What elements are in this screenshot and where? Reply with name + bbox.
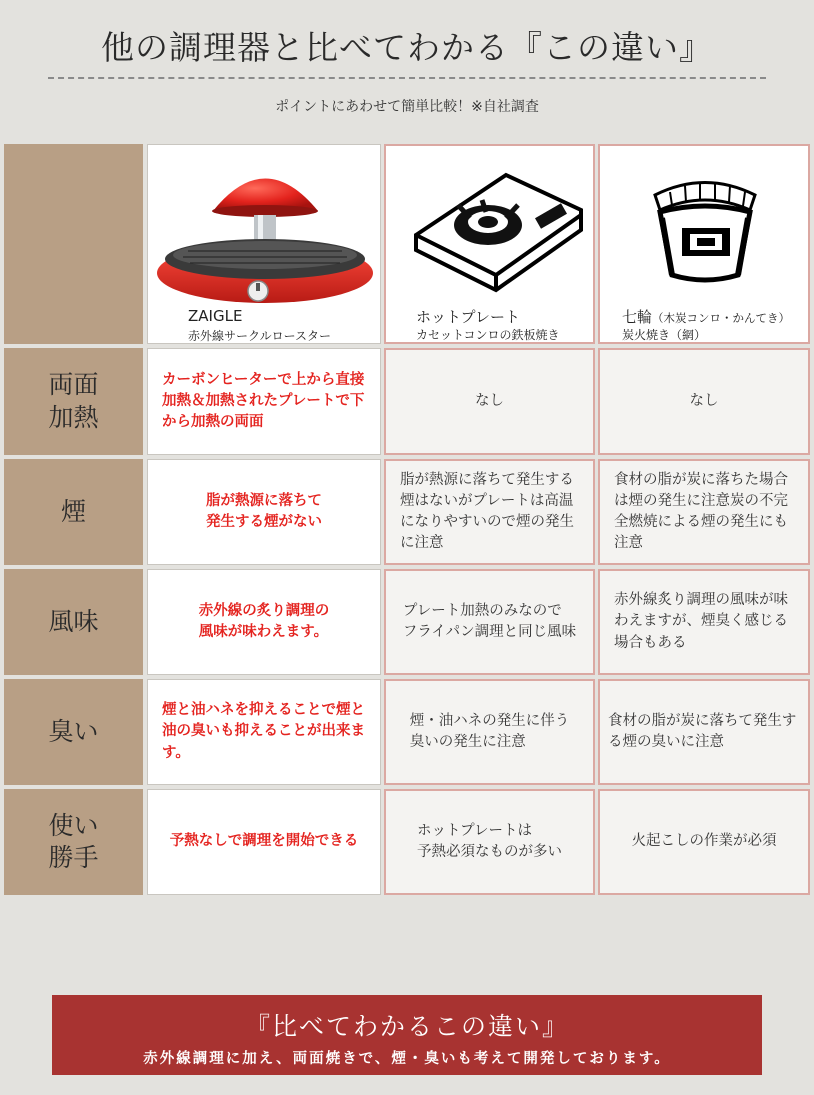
banner-title: 『比べてわかるこの違い』 (244, 1012, 569, 1041)
zaigle-text: 予熱なしで調理を開始できる (169, 833, 359, 850)
product-name-note: （木炭コンロ・かんてき） (652, 311, 791, 325)
charcoal-grill-icon (600, 150, 812, 300)
zaigle-cell (147, 789, 381, 895)
infrared-roaster-photo (148, 151, 382, 316)
product-description: 赤外線サークルロースター (188, 329, 332, 343)
zaigle-cell (147, 459, 381, 565)
hotplate-cell (384, 569, 595, 675)
hotplate-text: 脂が熱源に落ちて発生する煙はないがプレートは高温になりやすいので煙の発生に注意 (400, 471, 574, 552)
zaigle-text: 煙と油ハネを抑えることで煙と油の臭いも抑えることが出来ます。 (162, 702, 365, 761)
row-label: 使い 勝手 (48, 810, 99, 872)
hotplate-text: プレート加熱のみなので フライパン調理と同じ風味 (402, 602, 577, 640)
product-name-main: 七輪 (622, 308, 653, 326)
product-name: ZAIGLE (188, 307, 243, 325)
row-label: 風味 (48, 606, 99, 636)
zaigle-text: 脂が熱源に落ちて 発生する煙がない (206, 492, 322, 530)
hotplate-text: なし (475, 392, 504, 409)
zaigle-cell (147, 348, 381, 455)
row-label-cell (4, 348, 143, 455)
zaigle-text: カーボンヒーターで上から直接加熱＆加熱されたプレートで下から加熱の両面 (162, 371, 365, 430)
divider (48, 77, 766, 79)
hotplate-text: 煙・油ハネの発生に伴う 臭いの発生に注意 (409, 712, 570, 750)
shichirin-cell (598, 459, 810, 565)
row-label: 臭い (48, 716, 99, 746)
product-hotplate (384, 144, 595, 344)
shichirin-text: なし (689, 392, 719, 409)
shichirin-text: 火起こしの作業が必須 (631, 833, 777, 850)
zaigle-cell (147, 679, 381, 785)
shichirin-cell (598, 348, 810, 455)
product-shichirin (598, 144, 810, 344)
row-label-cell (4, 679, 143, 785)
hotplate-cell (384, 679, 595, 785)
corner-cell (4, 144, 143, 344)
product-description: カセットコンロの鉄板焼き (416, 328, 560, 342)
shichirin-cell (598, 789, 810, 895)
hotplate-cell (384, 348, 595, 455)
shichirin-cell (598, 679, 810, 785)
row-label-cell (4, 569, 143, 675)
shichirin-cell (598, 569, 810, 675)
hotplate-cell (384, 789, 595, 895)
bottom-banner (52, 995, 762, 1075)
gas-stove-icon (386, 150, 597, 300)
shichirin-text: 赤外線炙り調理の風味が味わえますが、煙臭く感じる場合もある (614, 592, 788, 651)
hotplate-text: ホットプレートは 予熱必須なものが多い (417, 822, 562, 860)
banner-subtitle: 赤外線調理に加え、両面焼きで、煙・臭いも考えて開発しております。 (143, 1051, 671, 1067)
product-name (622, 306, 790, 327)
row-label: 煙 (60, 496, 86, 526)
zaigle-text: 赤外線の炙り調理の 風味が味わえます。 (198, 602, 330, 640)
svg-text:ZAIGLE: ZAIGLE (256, 169, 274, 175)
row-label-cell (4, 459, 143, 565)
row-label-cell (4, 789, 143, 895)
shichirin-text: 食材の脂が炭に落ちて発生する煙の臭いに注意 (608, 712, 797, 750)
shichirin-text: 食材の脂が炭に落ちた場合は煙の発生に注意炭の不完全燃焼による煙の発生にも注意 (614, 471, 788, 552)
page-title: 他の調理器と比べてわかる『この違い』 (101, 28, 713, 67)
row-label: 両面 加熱 (48, 370, 99, 432)
page-subtitle: ポイントにあわせて簡単比較！※自社調査 (275, 99, 539, 115)
product-zaigle (147, 144, 381, 344)
zaigle-cell (147, 569, 381, 675)
product-description: 炭火焼き（網） (622, 328, 707, 342)
hotplate-cell (384, 459, 595, 565)
product-name: ホットプレート (416, 308, 520, 326)
